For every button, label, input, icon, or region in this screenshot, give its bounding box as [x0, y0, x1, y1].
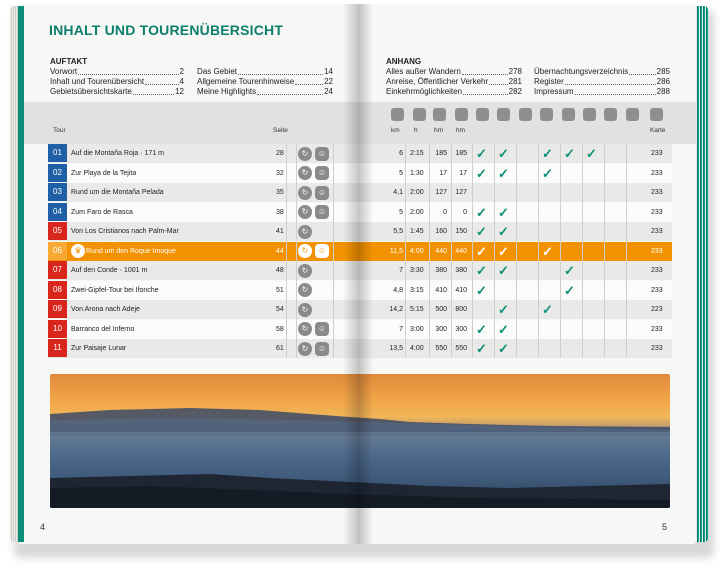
mountain-silhouette	[50, 374, 670, 508]
tour-hours: 2:15	[410, 150, 424, 157]
col-header-km: km	[391, 127, 400, 134]
toc-entry-page: 285	[656, 67, 670, 76]
tour-hm-up: 0	[443, 208, 447, 216]
toc-entry	[50, 77, 184, 87]
checkmark-icon: ✓	[586, 146, 597, 161]
tour-hours: 1:30	[410, 169, 424, 177]
col-header-tour: Tour	[53, 127, 66, 134]
signpost-icon	[476, 108, 489, 121]
toc-entry-page: 24	[324, 87, 333, 96]
lift-icon	[391, 108, 404, 121]
toc-entry-page: 282	[508, 87, 522, 96]
toc-entry-label: Inhalt und Tourenübersicht	[50, 77, 145, 86]
toc-leader-dots	[133, 87, 174, 95]
family-friendly-icon: ☺	[315, 342, 329, 356]
toc-entry	[386, 77, 522, 87]
tour-name: Rund um die Montaña Pelada	[71, 189, 164, 196]
toc-entry-page: 22	[324, 77, 333, 86]
col-header-hm-up: hm	[434, 127, 444, 134]
checkmark-icon: ✓	[476, 224, 487, 239]
toc-entry-label: Übernachtungsverzeichnis	[534, 67, 629, 76]
grid-line	[286, 144, 287, 358]
tour-hm-up: 410	[435, 286, 447, 294]
tour-name: Rund um den Roque Imoque	[86, 247, 176, 255]
route-type-icon: ↻	[298, 264, 312, 278]
route-type-icon: ↻	[298, 244, 312, 258]
tour-map-page: 223	[651, 306, 663, 313]
route-type-icon: ↻	[298, 342, 312, 356]
tour-hours: 2:00	[410, 189, 424, 196]
grid-line	[582, 144, 583, 358]
checkmark-icon: ✓	[564, 282, 575, 298]
family-friendly-icon: ☺	[315, 186, 329, 200]
tour-number: 05	[48, 222, 67, 240]
tour-hours: 3:15	[410, 286, 424, 294]
grid-line	[604, 144, 605, 358]
summit-icon	[562, 108, 575, 121]
checkmark-icon: ✓	[498, 302, 509, 317]
tour-km: 14,2	[389, 306, 403, 313]
toc-entry-label: Meine Highlights	[197, 87, 257, 96]
route-type-icon: ↻	[298, 205, 312, 219]
family-friendly-icon: ☺	[315, 147, 329, 161]
tour-page: 32	[276, 169, 284, 177]
toc-entry-label: Gebietsübersichtskarte	[50, 87, 132, 96]
tour-hm-down: 185	[455, 150, 467, 157]
grid-line	[538, 144, 539, 358]
route-type-icon: ↻	[298, 283, 312, 297]
tour-name: Zur Playa de la Tejita	[71, 169, 137, 177]
auftakt-heading: AUFTAKT	[50, 57, 88, 66]
tour-km: 11,5	[389, 247, 403, 255]
route-type-icon: ↻	[298, 186, 312, 200]
tour-map-page: 233	[651, 169, 663, 177]
hourglass-icon	[413, 108, 426, 121]
tour-hours: 1:45	[410, 228, 424, 235]
toc-entry	[197, 77, 333, 87]
toc-entry	[197, 87, 333, 97]
toc-entry	[50, 87, 184, 97]
checkmark-icon: ✓	[476, 146, 487, 161]
tour-page: 54	[276, 306, 284, 313]
tour-hours: 3:30	[410, 267, 424, 274]
tour-hm-up: 17	[439, 169, 447, 177]
tour-map-page: 233	[651, 286, 663, 294]
toc-entry-label: Allgemeine Tourenhinweise	[197, 77, 295, 86]
tour-page: 48	[276, 267, 284, 274]
tour-name: Zum Faro de Rasca	[71, 208, 133, 216]
grid-line	[626, 144, 627, 358]
tour-hm-down: 800	[455, 306, 467, 313]
tour-hm-up: 300	[435, 325, 447, 333]
grid-line	[405, 144, 406, 358]
col-header-seite: Seite	[273, 127, 288, 134]
tour-number: 07	[48, 261, 67, 279]
grid-line	[472, 144, 473, 358]
route-type-icon: ↻	[298, 303, 312, 317]
checkmark-icon: ✓	[542, 302, 553, 317]
tour-hours: 4:00	[410, 247, 424, 255]
tour-page: 28	[276, 150, 284, 157]
tour-name: Zwei-Gipfel-Tour bei Ifonche	[71, 286, 159, 294]
map-icon	[650, 108, 663, 121]
tour-km: 7	[399, 325, 403, 333]
checkmark-icon: ✓	[542, 243, 553, 259]
col-header-karte: Karte	[650, 127, 666, 134]
toc-entry	[386, 67, 522, 77]
family-friendly-icon: ☺	[315, 322, 329, 336]
green-margin-bar	[18, 6, 24, 542]
route-type-icon: ↻	[298, 166, 312, 180]
landscape-photo	[50, 374, 670, 508]
tour-hm-up: 500	[435, 306, 447, 313]
tour-number: 02	[48, 164, 67, 182]
tour-map-page: 233	[651, 150, 663, 157]
tour-map-page: 233	[651, 267, 663, 274]
tour-hours: 4:00	[410, 345, 424, 352]
route-type-icon: ↻	[298, 225, 312, 239]
tour-km: 4,8	[393, 286, 403, 294]
tour-number: 03	[48, 183, 67, 201]
tour-hm-up: 440	[435, 247, 447, 255]
tour-number: 10	[48, 320, 67, 338]
tour-km: 7	[399, 267, 403, 274]
toc-entry	[534, 87, 670, 97]
tour-page: 51	[276, 286, 284, 294]
toc-leader-dots	[565, 77, 656, 85]
tour-hm-down: 0	[463, 208, 467, 216]
table-row	[48, 203, 672, 222]
tour-hm-up: 127	[435, 189, 447, 196]
tour-name: Zur Paisaje Lunar	[71, 345, 127, 352]
tour-hm-up: 380	[435, 267, 447, 274]
toc-entry	[50, 67, 184, 77]
tour-name: Auf die Montaña Roja · 171 m	[71, 150, 164, 157]
grid-line	[451, 144, 452, 358]
checkmark-icon: ✓	[542, 146, 553, 161]
tour-hm-up: 550	[435, 345, 447, 352]
toc-leader-dots	[295, 77, 323, 85]
checkmark-icon: ✓	[498, 204, 509, 220]
left-page-number: 4	[40, 522, 46, 532]
tour-number: 04	[48, 203, 67, 221]
family-friendly-icon: ☺	[315, 166, 329, 180]
tour-page: 38	[276, 208, 284, 216]
toc-leader-dots	[257, 87, 323, 95]
tour-hm-down: 150	[455, 228, 467, 235]
grid-line	[560, 144, 561, 358]
tour-hm-down: 440	[455, 247, 467, 255]
tour-map-page: 233	[651, 228, 663, 235]
toc-leader-dots	[463, 87, 508, 95]
tour-hours: 5:15	[410, 306, 424, 313]
tour-map-page: 233	[651, 208, 663, 216]
grid-line	[429, 144, 430, 358]
tour-map-page: 233	[651, 247, 663, 255]
tour-page: 61	[276, 345, 284, 352]
right-page-edges	[694, 6, 708, 542]
grid-line	[333, 144, 334, 358]
toc-entry-page: 2	[179, 67, 184, 76]
toc-entry-page: 286	[656, 77, 670, 86]
route-type-icon: ↻	[298, 322, 312, 336]
toc-entry-label: Vorwort	[50, 67, 78, 76]
page-title: INHALT UND TOURENÜBERSICHT	[49, 22, 284, 38]
tour-km: 13,5	[389, 345, 403, 352]
highlight-crown-icon: ♛	[71, 244, 85, 258]
tour-number: 01	[48, 144, 67, 162]
toc-leader-dots	[145, 77, 178, 85]
toc-entry-page: 278	[508, 67, 522, 76]
toc-entry-label: Anreise, Öffentlicher Verkehr	[386, 77, 489, 86]
tour-hm-up: 185	[435, 150, 447, 157]
checkmark-icon: ✓	[498, 165, 509, 181]
tour-km: 5	[399, 169, 403, 177]
tour-map-page: 233	[651, 189, 663, 196]
shade-icon	[519, 108, 532, 121]
tour-number: 11	[48, 339, 67, 357]
ascent-icon	[433, 108, 446, 121]
tour-km: 5,5	[393, 228, 403, 235]
water-icon	[497, 108, 510, 121]
checkmark-icon: ✓	[476, 243, 487, 259]
tour-hours: 3:00	[410, 325, 424, 333]
grid-line	[516, 144, 517, 358]
family-icon	[604, 108, 617, 121]
tour-km: 4,1	[393, 189, 403, 196]
toc-leader-dots	[575, 87, 656, 95]
toc-entry	[534, 77, 670, 87]
toc-entry-page: 4	[179, 77, 184, 86]
tour-hm-down: 17	[459, 169, 467, 177]
toc-leader-dots	[78, 67, 178, 75]
hut-icon	[626, 108, 639, 121]
tour-hm-down: 300	[455, 325, 467, 333]
toc-entry-page: 14	[324, 67, 333, 76]
descent-icon	[455, 108, 468, 121]
checkmark-icon: ✓	[498, 341, 509, 356]
checkmark-icon: ✓	[476, 341, 487, 356]
toc-leader-dots	[238, 67, 323, 75]
checkmark-icon: ✓	[498, 263, 509, 278]
route-type-icon: ↻	[298, 147, 312, 161]
toc-entry-label: Impressum	[534, 87, 574, 96]
tour-hours: 2:00	[410, 208, 424, 216]
toc-entry-label: Das Gebiet	[197, 67, 238, 76]
tour-hm-down: 127	[455, 189, 467, 196]
toc-entry-label: Register	[534, 77, 564, 86]
tour-hm-down: 380	[455, 267, 467, 274]
col-header-h: h	[414, 127, 418, 134]
table-row	[48, 320, 672, 339]
toc-leader-dots	[462, 67, 508, 75]
toc-leader-dots	[629, 67, 655, 75]
right-page-number: 5	[662, 522, 668, 532]
table-row	[48, 164, 672, 183]
tour-km: 5	[399, 208, 403, 216]
tour-number: 09	[48, 300, 67, 318]
tour-km: 6	[399, 150, 403, 157]
family-friendly-icon: ☺	[315, 205, 329, 219]
tour-hm-down: 410	[455, 286, 467, 294]
refuge-icon	[583, 108, 596, 121]
tour-name: Von Arona nach Adeje	[71, 306, 140, 313]
toc-leader-dots	[489, 77, 508, 85]
table-row	[48, 339, 672, 358]
checkmark-icon: ✓	[542, 165, 553, 181]
toc-entry-page: 288	[656, 87, 670, 96]
tour-name: Barranco del Inferno	[71, 325, 135, 333]
tour-name: Von Los Cristianos nach Palm-Mar	[71, 228, 179, 235]
tour-map-page: 233	[651, 345, 663, 352]
checkmark-icon: ✓	[564, 146, 575, 161]
checkmark-icon: ✓	[476, 282, 487, 298]
tour-hm-down: 550	[455, 345, 467, 352]
checkmark-icon: ✓	[498, 243, 509, 259]
checkmark-icon: ✓	[564, 263, 575, 278]
family-friendly-icon: ☺	[315, 244, 329, 258]
checkmark-icon: ✓	[498, 224, 509, 239]
col-header-hm-down: hm	[456, 127, 466, 134]
checkmark-icon: ✓	[476, 165, 487, 181]
checkmark-icon: ✓	[476, 204, 487, 220]
checkmark-icon: ✓	[476, 321, 487, 337]
tour-page: 58	[276, 325, 284, 333]
table-row	[48, 300, 672, 319]
checkmark-icon: ✓	[498, 321, 509, 337]
tour-page: 41	[276, 228, 284, 235]
tour-map-page: 233	[651, 325, 663, 333]
checkmark-icon: ✓	[476, 263, 487, 278]
checkmark-icon: ✓	[498, 146, 509, 161]
toc-entry-label: Einkehrmöglichkeiten	[386, 87, 463, 96]
anhang-heading: ANHANG	[386, 57, 422, 66]
tour-page: 44	[276, 247, 284, 255]
toc-entry	[197, 67, 333, 77]
toc-entry	[386, 87, 522, 97]
tour-hm-up: 160	[435, 228, 447, 235]
grid-line	[494, 144, 495, 358]
tour-number: 06	[48, 242, 67, 260]
tour-page: 35	[276, 189, 284, 196]
toc-entry-label: Alles außer Wandern	[386, 67, 461, 76]
toc-entry-page: 12	[175, 87, 184, 96]
tour-name: Auf den Conde · 1001 m	[71, 267, 148, 274]
bus-icon	[540, 108, 553, 121]
tour-number: 08	[48, 281, 67, 299]
toc-entry-page: 281	[508, 77, 522, 86]
grid-line	[296, 144, 297, 358]
toc-entry	[534, 67, 670, 77]
